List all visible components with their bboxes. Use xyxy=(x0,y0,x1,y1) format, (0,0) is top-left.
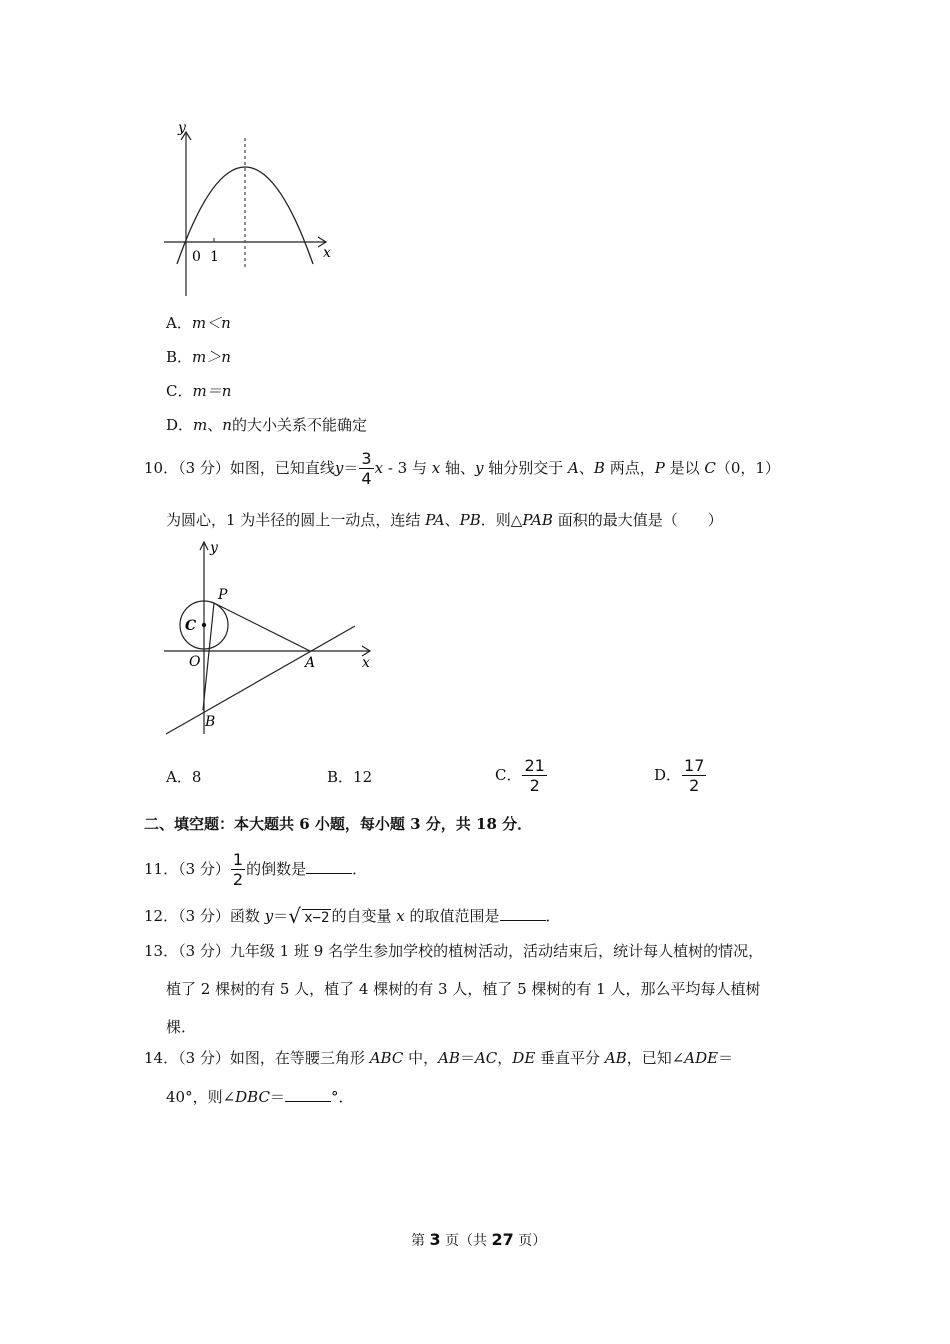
segment: PA xyxy=(425,511,445,529)
option-text: m＞n xyxy=(192,348,231,366)
q10-option-a[interactable] xyxy=(166,766,201,787)
radical-sign: √ xyxy=(288,904,301,928)
fraction-denominator: 2 xyxy=(529,776,540,795)
option-var-m: m xyxy=(193,416,208,434)
fraction-denominator: 4 xyxy=(361,469,372,488)
c-label: C xyxy=(185,618,197,634)
footer-text: 页） xyxy=(513,1233,547,1249)
equals: ＝ xyxy=(269,1088,285,1106)
option-value: 8 xyxy=(191,768,202,786)
o-label: O xyxy=(189,654,201,670)
fraction xyxy=(231,852,245,888)
option-value: 12 xyxy=(353,768,373,786)
option-text: m＜n xyxy=(191,314,231,332)
text: 、 xyxy=(444,511,460,529)
text: 轴分别交于 xyxy=(483,459,569,477)
option-letter: D． xyxy=(166,416,194,434)
y-label: y xyxy=(210,540,218,556)
heading-text: 二、填空题：本大题共 xyxy=(144,815,300,833)
question-text: （3 分）九年级 1 班 9 名学生参加学校的植树活动，活动结束后，统计每人植树的情况， xyxy=(178,942,764,960)
answer-blank[interactable] xyxy=(285,1101,331,1102)
q13-line2: 植了 2 棵树的有 5 人，植了 4 棵树的有 3 人，植了 5 棵树的有 1 人，那么平均每人植树 xyxy=(166,980,761,998)
equals: ＝ xyxy=(459,1049,475,1067)
var: x xyxy=(396,907,405,925)
question-number: 13． xyxy=(144,942,179,960)
answer-blank[interactable] xyxy=(500,920,546,921)
var: y xyxy=(264,907,274,925)
q9-option-d[interactable] xyxy=(166,414,367,435)
text: 为圆心，1 为半径的圆上一动点，连结 xyxy=(166,511,426,529)
question-score: （3 分） xyxy=(178,860,230,878)
fraction-denominator: 2 xyxy=(689,776,700,795)
option-text: 的大小关系不能确定 xyxy=(231,416,367,434)
fraction-numerator: 1 xyxy=(232,850,244,869)
square-root xyxy=(288,904,331,928)
question-text: 的自变量 xyxy=(331,907,397,925)
section-heading xyxy=(144,813,532,834)
footer-text: 第 xyxy=(411,1233,430,1249)
q10-stem-line2 xyxy=(166,509,723,530)
center-point xyxy=(202,623,206,627)
heading-text: 分，共 xyxy=(420,815,477,833)
angle: ADE xyxy=(684,1049,719,1067)
origin-label: 0 xyxy=(192,249,201,265)
option-letter: A． xyxy=(166,768,192,786)
text: 是以 xyxy=(664,459,705,477)
option-letter: B． xyxy=(327,768,354,786)
q9-option-c[interactable] xyxy=(166,380,231,401)
option-letter: C． xyxy=(166,382,193,400)
fraction-numerator: 3 xyxy=(361,449,372,468)
heading-text: 小题，每小题 xyxy=(309,815,411,833)
text: 面积的最大值是（ ） xyxy=(552,511,723,529)
question-number: 11． xyxy=(144,860,179,878)
heading-text: 分． xyxy=(496,815,533,833)
point: A xyxy=(568,459,579,477)
segment: PB xyxy=(459,511,481,529)
q10-option-c[interactable] xyxy=(495,756,548,794)
heading-count: 6 xyxy=(299,815,310,833)
question-number: 10． xyxy=(144,459,179,477)
a-label: A xyxy=(305,655,316,671)
segment: AB xyxy=(438,1049,460,1067)
question-number: 14． xyxy=(144,1049,179,1067)
question-end: ． xyxy=(545,907,561,925)
fraction xyxy=(359,451,373,487)
one-label: 1 xyxy=(210,249,219,265)
option-letter: A． xyxy=(166,314,192,332)
var: x xyxy=(374,459,384,477)
q10-circle-figure xyxy=(160,536,380,738)
question-end: °． xyxy=(330,1088,354,1106)
angle: DBC xyxy=(235,1088,270,1106)
current-page: 3 xyxy=(429,1230,441,1249)
text: （0，1） xyxy=(715,459,780,477)
question-text: 中， xyxy=(403,1049,439,1067)
y-label: y xyxy=(178,120,186,136)
question-text: （3 分）如图，已知直线 xyxy=(178,459,335,477)
equals: ＝ xyxy=(718,1049,734,1067)
triangle: ABC xyxy=(369,1049,404,1067)
q9-option-a[interactable] xyxy=(166,312,231,333)
q9-option-b[interactable] xyxy=(166,346,231,367)
question-text: ，已知∠ xyxy=(626,1049,685,1067)
question-text: 的倒数是 xyxy=(246,860,307,878)
q13-line3: 棵． xyxy=(166,1018,197,1036)
option-fraction xyxy=(682,758,706,794)
x-label: x xyxy=(323,245,331,261)
question-text: 的取值范围是 xyxy=(404,907,500,925)
var: x xyxy=(431,459,441,477)
q11 xyxy=(144,849,367,889)
question-text: （3 分）函数 xyxy=(178,907,265,925)
b-label: B xyxy=(205,714,216,730)
fraction-numerator: 21 xyxy=(524,756,545,775)
option-letter: B． xyxy=(166,348,193,366)
question-text: （3 分）如图，在等腰三角形 xyxy=(178,1049,370,1067)
q14-line2 xyxy=(166,1086,354,1107)
total-pages: 27 xyxy=(491,1230,514,1249)
q10-option-b[interactable] xyxy=(327,766,372,787)
option-letter: C． xyxy=(495,766,522,784)
q9-parabola-figure xyxy=(160,118,345,300)
question-text: 40°，则∠ xyxy=(166,1088,236,1106)
equals: ＝ xyxy=(343,459,359,477)
q10-stem-line1 xyxy=(144,448,780,488)
point: B xyxy=(593,459,605,477)
point: C xyxy=(704,459,716,477)
text: - 3 与 xyxy=(383,459,432,477)
point: P xyxy=(654,459,665,477)
question-text: 垂直平分 xyxy=(535,1049,605,1067)
fraction-numerator: 17 xyxy=(684,756,705,775)
line-ab xyxy=(166,626,355,734)
answer-blank[interactable] xyxy=(306,873,352,874)
option-letter: D． xyxy=(654,766,682,784)
q10-option-d[interactable] xyxy=(654,756,707,794)
text: ．则△ xyxy=(480,511,523,529)
var: y xyxy=(475,459,484,477)
question-number: 12． xyxy=(144,907,179,925)
option-fraction xyxy=(522,758,546,794)
triangle: PAB xyxy=(522,511,553,529)
text: 、 xyxy=(578,459,594,477)
footer-text: 页（共 xyxy=(440,1233,492,1249)
p-label: P xyxy=(218,587,228,603)
q14-line1 xyxy=(144,1047,733,1068)
page-footer xyxy=(411,1230,546,1250)
text: 两点， xyxy=(604,459,655,477)
question-text: ， xyxy=(497,1049,513,1067)
heading-total: 18 xyxy=(476,815,497,833)
segment-pb xyxy=(203,603,214,710)
segment: DE xyxy=(512,1049,536,1067)
q13-line1 xyxy=(144,940,763,961)
var: y xyxy=(334,459,344,477)
option-sep: 、 xyxy=(207,416,223,434)
radicand: x−2 xyxy=(304,910,330,926)
segment: AB xyxy=(604,1049,627,1067)
option-var-n: n xyxy=(222,416,232,434)
q12 xyxy=(144,905,561,926)
heading-points: 3 xyxy=(410,815,421,833)
equals: ＝ xyxy=(273,907,289,925)
fraction-denominator: 2 xyxy=(232,870,244,889)
segment: AC xyxy=(474,1049,498,1067)
option-text: m＝n xyxy=(192,382,232,400)
x-label: x xyxy=(362,655,370,671)
text: 轴、 xyxy=(440,459,476,477)
question-end: ． xyxy=(352,860,368,878)
